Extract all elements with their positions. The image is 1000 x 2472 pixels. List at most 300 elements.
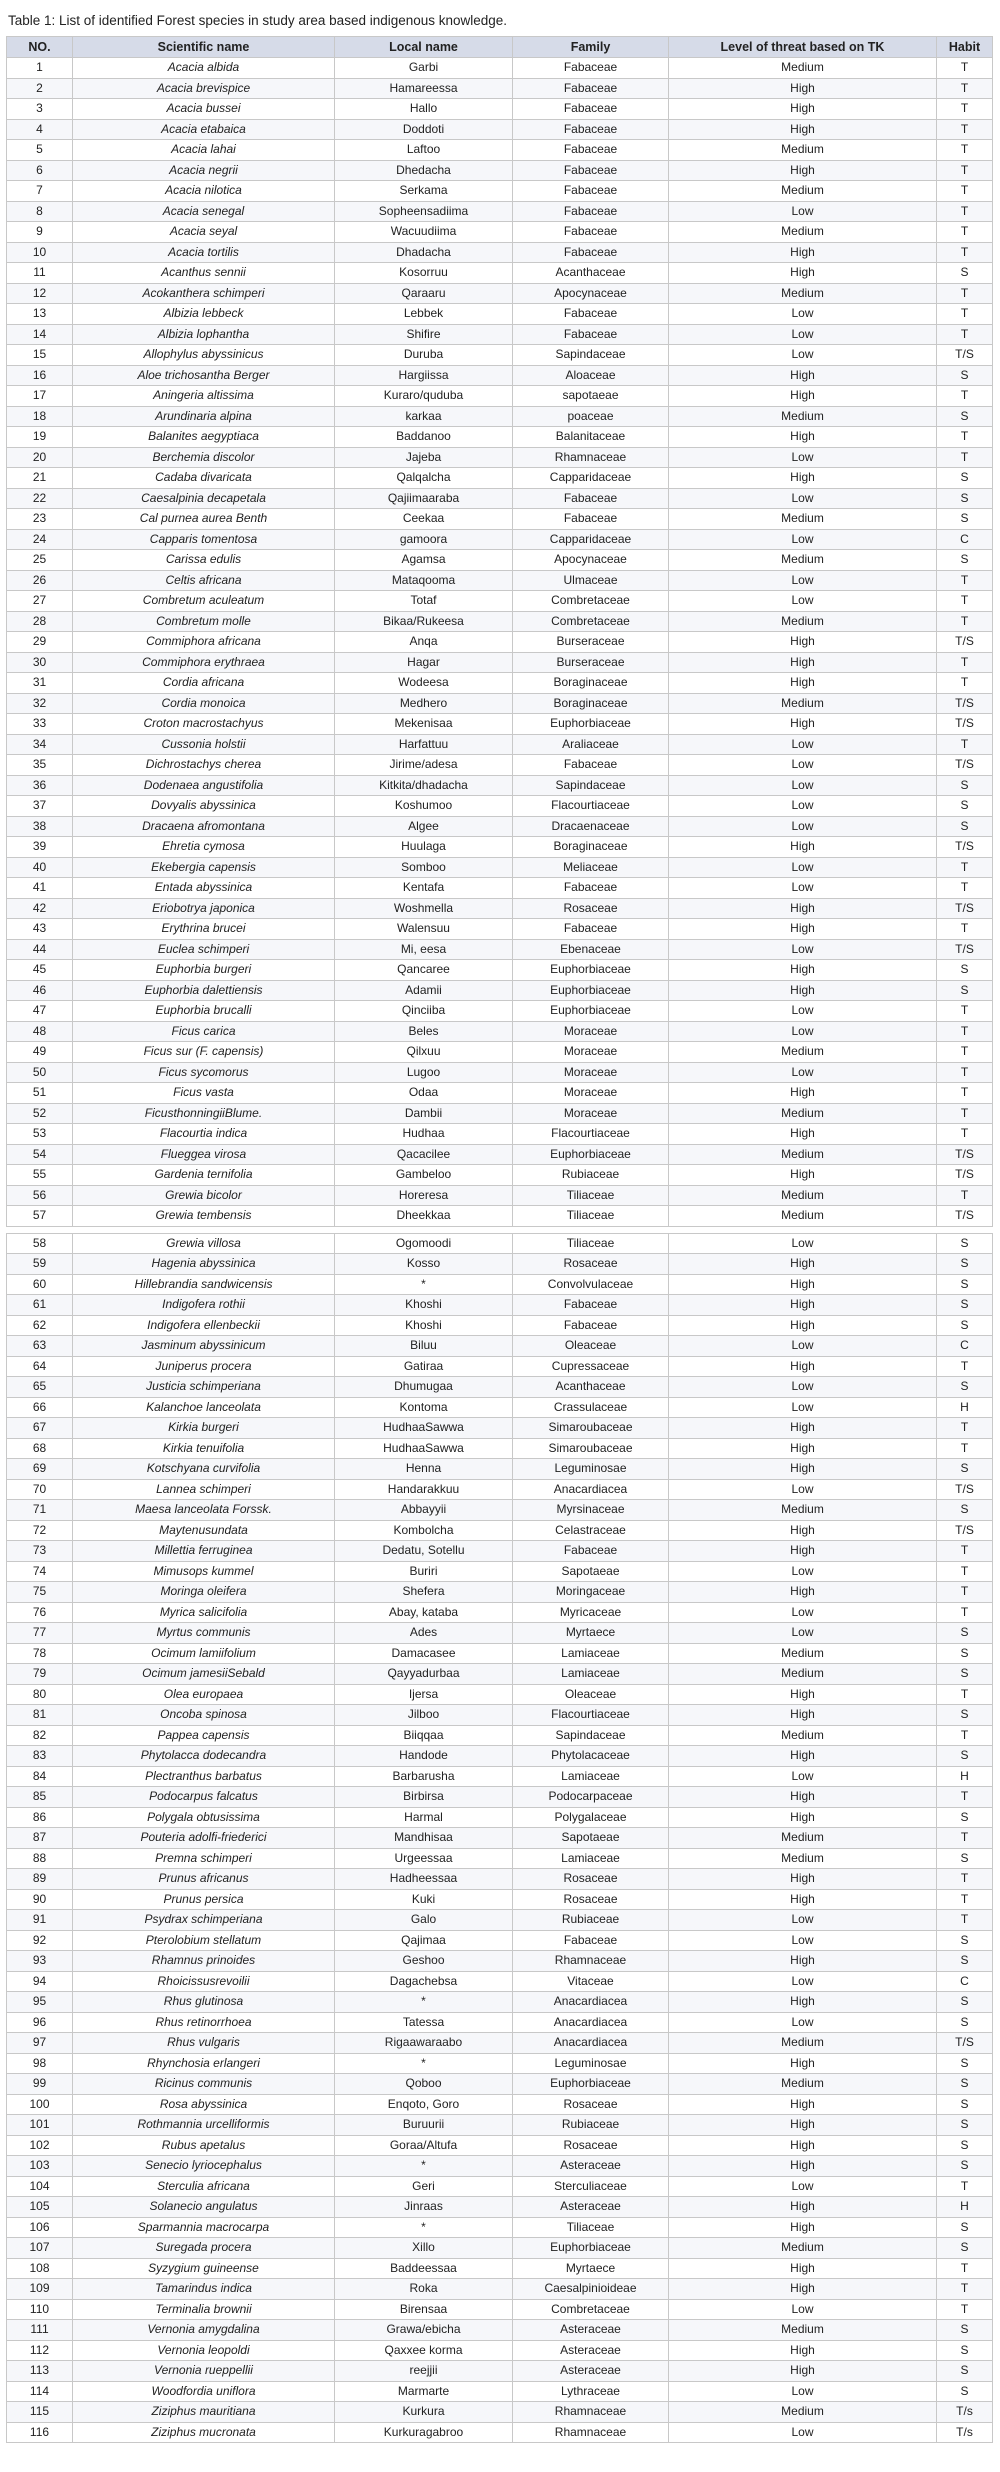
cell-habit: T <box>937 140 993 161</box>
cell-local-name: Qalqalcha <box>335 468 513 489</box>
cell-habit: T/s <box>937 2422 993 2443</box>
table-row <box>7 365 993 386</box>
cell-no: 25 <box>7 550 73 571</box>
table-row <box>7 550 993 571</box>
cell-local-name: Buruurii <box>335 2115 513 2136</box>
cell-scientific-name: Combretum molle <box>73 611 335 632</box>
cell-family: Moraceae <box>513 1103 669 1124</box>
cell-family: sapotaeae <box>513 386 669 407</box>
cell-no: 24 <box>7 529 73 550</box>
cell-no: 39 <box>7 837 73 858</box>
cell-local-name: Handode <box>335 1746 513 1767</box>
table-row <box>7 140 993 161</box>
cell-family: Burseraceae <box>513 652 669 673</box>
cell-no: 4 <box>7 119 73 140</box>
table-row <box>7 1684 993 1705</box>
table-row <box>7 1992 993 2013</box>
cell-habit: T <box>937 1828 993 1849</box>
cell-scientific-name: Jasminum abyssinicum <box>73 1336 335 1357</box>
cell-family: Meliaceae <box>513 857 669 878</box>
cell-local-name: Birensaa <box>335 2299 513 2320</box>
cell-habit: S <box>937 488 993 509</box>
cell-scientific-name: Acacia albida <box>73 58 335 79</box>
cell-no: 94 <box>7 1971 73 1992</box>
cell-local-name: Roka <box>335 2279 513 2300</box>
cell-local-name: Kitkita/dhadacha <box>335 775 513 796</box>
cell-no: 105 <box>7 2197 73 2218</box>
cell-family: Ebenaceae <box>513 939 669 960</box>
cell-family: Rhamnaceae <box>513 447 669 468</box>
cell-habit: S <box>937 2156 993 2177</box>
cell-no: 41 <box>7 878 73 899</box>
cell-threat-level: High <box>669 1315 937 1336</box>
cell-family: Rosaceae <box>513 2094 669 2115</box>
cell-habit: S <box>937 1664 993 1685</box>
cell-local-name: Hargiissa <box>335 365 513 386</box>
cell-threat-level: High <box>669 1520 937 1541</box>
cell-habit: S <box>937 1705 993 1726</box>
cell-scientific-name: Rhus vulgaris <box>73 2033 335 2054</box>
cell-scientific-name: Rothmannia urcelliformis <box>73 2115 335 2136</box>
cell-habit: T <box>937 58 993 79</box>
cell-local-name: Ades <box>335 1623 513 1644</box>
cell-scientific-name: Dracaena afromontana <box>73 816 335 837</box>
cell-family: Euphorbiaceae <box>513 714 669 735</box>
cell-habit: T <box>937 160 993 181</box>
cell-local-name: * <box>335 2053 513 2074</box>
cell-local-name: karkaa <box>335 406 513 427</box>
cell-threat-level: High <box>669 242 937 263</box>
cell-scientific-name: Phytolacca dodecandra <box>73 1746 335 1767</box>
cell-habit: T <box>937 1001 993 1022</box>
cell-threat-level: High <box>669 1418 937 1439</box>
cell-scientific-name: Rhamnus prinoides <box>73 1951 335 1972</box>
cell-no: 89 <box>7 1869 73 1890</box>
cell-family: Capparidaceae <box>513 468 669 489</box>
cell-no: 32 <box>7 693 73 714</box>
cell-threat-level: Low <box>669 1001 937 1022</box>
cell-no: 31 <box>7 673 73 694</box>
cell-threat-level: Medium <box>669 1144 937 1165</box>
cell-scientific-name: Prunus persica <box>73 1889 335 1910</box>
cell-threat-level: Low <box>669 1021 937 1042</box>
cell-local-name: Lugoo <box>335 1062 513 1083</box>
cell-no: 116 <box>7 2422 73 2443</box>
header-threat-level: Level of threat based on TK <box>669 37 937 58</box>
cell-local-name: * <box>335 2217 513 2238</box>
cell-scientific-name: Vernonia amygdalina <box>73 2320 335 2341</box>
cell-habit: T <box>937 1910 993 1931</box>
table-row <box>7 2340 993 2361</box>
cell-family: Fabaceae <box>513 1315 669 1336</box>
cell-threat-level: High <box>669 119 937 140</box>
table-row <box>7 1541 993 1562</box>
cell-family: Lamiaceae <box>513 1848 669 1869</box>
cell-local-name: Kurkuragabroo <box>335 2422 513 2443</box>
table-row <box>7 2279 993 2300</box>
cell-habit: H <box>937 2197 993 2218</box>
table-row <box>7 1807 993 1828</box>
cell-local-name: Tatessa <box>335 2012 513 2033</box>
cell-scientific-name: Dichrostachys cherea <box>73 755 335 776</box>
cell-family: Rubiaceae <box>513 2115 669 2136</box>
cell-scientific-name: Rubus apetalus <box>73 2135 335 2156</box>
cell-habit: T/S <box>937 345 993 366</box>
cell-scientific-name: Dodenaea angustifolia <box>73 775 335 796</box>
cell-habit: T/S <box>937 755 993 776</box>
table-row <box>7 591 993 612</box>
cell-local-name: Dambii <box>335 1103 513 1124</box>
cell-no: 63 <box>7 1336 73 1357</box>
cell-local-name: Odaa <box>335 1083 513 1104</box>
cell-family: Myrtaece <box>513 2258 669 2279</box>
cell-habit: S <box>937 365 993 386</box>
cell-no: 67 <box>7 1418 73 1439</box>
cell-family: Rosaceae <box>513 898 669 919</box>
cell-no: 40 <box>7 857 73 878</box>
cell-habit: T <box>937 1684 993 1705</box>
header-habit: Habit <box>937 37 993 58</box>
cell-threat-level: High <box>669 2361 937 2382</box>
cell-threat-level: Medium <box>669 1042 937 1063</box>
cell-threat-level: Low <box>669 201 937 222</box>
cell-scientific-name: Euphorbia brucalli <box>73 1001 335 1022</box>
cell-threat-level: High <box>669 632 937 653</box>
cell-habit: S <box>937 2361 993 2382</box>
cell-no: 38 <box>7 816 73 837</box>
cell-no: 44 <box>7 939 73 960</box>
cell-threat-level: Medium <box>669 2238 937 2259</box>
cell-no: 98 <box>7 2053 73 2074</box>
cell-local-name: Ceekaa <box>335 509 513 530</box>
cell-no: 33 <box>7 714 73 735</box>
cell-local-name: Walensuu <box>335 919 513 940</box>
cell-scientific-name: Pterolobium stellatum <box>73 1930 335 1951</box>
cell-scientific-name: Kotschyana curvifolia <box>73 1459 335 1480</box>
table-row <box>7 1254 993 1275</box>
cell-scientific-name: Myrica salicifolia <box>73 1602 335 1623</box>
cell-habit: S <box>937 960 993 981</box>
cell-habit: T/S <box>937 1479 993 1500</box>
cell-local-name: Grawa/ebicha <box>335 2320 513 2341</box>
cell-scientific-name: Eriobotrya japonica <box>73 898 335 919</box>
cell-threat-level: Low <box>669 529 937 550</box>
cell-habit: T/S <box>937 1520 993 1541</box>
cell-habit: T <box>937 283 993 304</box>
cell-family: Aloaceae <box>513 365 669 386</box>
cell-no: 51 <box>7 1083 73 1104</box>
cell-scientific-name: Acacia lahai <box>73 140 335 161</box>
cell-local-name: Laftoo <box>335 140 513 161</box>
table-row <box>7 2094 993 2115</box>
cell-no: 48 <box>7 1021 73 1042</box>
header-scientific-name: Scientific name <box>73 37 335 58</box>
cell-scientific-name: Ricinus communis <box>73 2074 335 2095</box>
cell-local-name: Dhumugaa <box>335 1377 513 1398</box>
cell-local-name: Kentafa <box>335 878 513 899</box>
cell-no: 84 <box>7 1766 73 1787</box>
cell-local-name: Biluu <box>335 1336 513 1357</box>
cell-no: 77 <box>7 1623 73 1644</box>
cell-no: 42 <box>7 898 73 919</box>
cell-scientific-name: FicusthonningiiBlume. <box>73 1103 335 1124</box>
cell-local-name: Mandhisaa <box>335 1828 513 1849</box>
cell-threat-level: High <box>669 365 937 386</box>
table-row <box>7 1910 993 1931</box>
cell-no: 26 <box>7 570 73 591</box>
cell-family: Fabaceae <box>513 1295 669 1316</box>
cell-threat-level: Medium <box>669 58 937 79</box>
cell-habit: T/S <box>937 1144 993 1165</box>
table-row <box>7 222 993 243</box>
cell-habit: S <box>937 2115 993 2136</box>
cell-threat-level: High <box>669 1356 937 1377</box>
cell-scientific-name: Arundinaria alpina <box>73 406 335 427</box>
cell-family: Boraginaceae <box>513 693 669 714</box>
table-row <box>7 960 993 981</box>
cell-no: 8 <box>7 201 73 222</box>
cell-local-name: * <box>335 1992 513 2013</box>
cell-threat-level: High <box>669 1889 937 1910</box>
cell-habit: T <box>937 1103 993 1124</box>
cell-local-name: Henna <box>335 1459 513 1480</box>
table-row <box>7 1951 993 1972</box>
cell-habit: S <box>937 1951 993 1972</box>
cell-threat-level: Low <box>669 345 937 366</box>
cell-habit: T <box>937 611 993 632</box>
cell-threat-level: High <box>669 1746 937 1767</box>
cell-family: Rhamnaceae <box>513 2402 669 2423</box>
cell-no: 93 <box>7 1951 73 1972</box>
cell-no: 106 <box>7 2217 73 2238</box>
cell-family: Combretaceae <box>513 2299 669 2320</box>
cell-habit: T <box>937 1725 993 1746</box>
cell-habit: T/S <box>937 1165 993 1186</box>
cell-scientific-name: Tamarindus indica <box>73 2279 335 2300</box>
cell-local-name: Shifire <box>335 324 513 345</box>
cell-local-name: Huulaga <box>335 837 513 858</box>
cell-local-name: Koshumoo <box>335 796 513 817</box>
table-break-cell <box>7 1226 73 1233</box>
cell-scientific-name: Kalanchoe lanceolata <box>73 1397 335 1418</box>
cell-no: 115 <box>7 2402 73 2423</box>
cell-threat-level: High <box>669 2156 937 2177</box>
table-row <box>7 119 993 140</box>
cell-threat-level: Low <box>669 1910 937 1931</box>
cell-scientific-name: Dovyalis abyssinica <box>73 796 335 817</box>
cell-scientific-name: Acacia etabaica <box>73 119 335 140</box>
cell-threat-level: Medium <box>669 509 937 530</box>
cell-family: Rosaceae <box>513 1254 669 1275</box>
cell-family: Euphorbiaceae <box>513 960 669 981</box>
table-row <box>7 1336 993 1357</box>
cell-local-name: HudhaaSawwa <box>335 1418 513 1439</box>
cell-scientific-name: Suregada procera <box>73 2238 335 2259</box>
cell-local-name: Anqa <box>335 632 513 653</box>
cell-local-name: Dhadacha <box>335 242 513 263</box>
cell-scientific-name: Millettia ferruginea <box>73 1541 335 1562</box>
table-row <box>7 1233 993 1254</box>
cell-family: Lamiaceae <box>513 1664 669 1685</box>
cell-threat-level: High <box>669 919 937 940</box>
cell-scientific-name: Rosa abyssinica <box>73 2094 335 2115</box>
cell-scientific-name: Ocimum jamesiiSebald <box>73 1664 335 1685</box>
cell-no: 64 <box>7 1356 73 1377</box>
table-row <box>7 837 993 858</box>
cell-scientific-name: Lannea schimperi <box>73 1479 335 1500</box>
cell-habit: T <box>937 304 993 325</box>
cell-local-name: Baddanoo <box>335 427 513 448</box>
cell-local-name: Hallo <box>335 99 513 120</box>
table-row <box>7 1315 993 1336</box>
cell-local-name: Kuki <box>335 1889 513 1910</box>
cell-scientific-name: Cordia monoica <box>73 693 335 714</box>
cell-local-name: Kurkura <box>335 2402 513 2423</box>
cell-local-name: Mi, eesa <box>335 939 513 960</box>
table-row <box>7 263 993 284</box>
table-row <box>7 1623 993 1644</box>
table-row <box>7 1397 993 1418</box>
cell-local-name: * <box>335 1274 513 1295</box>
table-row <box>7 2320 993 2341</box>
cell-family: Simaroubaceae <box>513 1418 669 1439</box>
cell-habit: S <box>937 1459 993 1480</box>
cell-scientific-name: Acokanthera schimperi <box>73 283 335 304</box>
cell-threat-level: Medium <box>669 1664 937 1685</box>
cell-local-name: Qaraaru <box>335 283 513 304</box>
table-row <box>7 2258 993 2279</box>
cell-threat-level: High <box>669 652 937 673</box>
cell-no: 78 <box>7 1643 73 1664</box>
cell-threat-level: High <box>669 1459 937 1480</box>
cell-threat-level: Medium <box>669 1848 937 1869</box>
table-row <box>7 570 993 591</box>
table-row <box>7 2135 993 2156</box>
cell-scientific-name: Acanthus sennii <box>73 263 335 284</box>
cell-threat-level: High <box>669 1274 937 1295</box>
cell-habit: T <box>937 222 993 243</box>
table-row <box>7 1124 993 1145</box>
cell-threat-level: Medium <box>669 406 937 427</box>
cell-no: 21 <box>7 468 73 489</box>
cell-scientific-name: Ehretia cymosa <box>73 837 335 858</box>
cell-threat-level: Medium <box>669 1206 937 1227</box>
cell-local-name: Qancaree <box>335 960 513 981</box>
cell-family: Euphorbiaceae <box>513 980 669 1001</box>
table-row <box>7 632 993 653</box>
cell-habit: T <box>937 1438 993 1459</box>
cell-local-name: Jajeba <box>335 447 513 468</box>
cell-scientific-name: Commiphora africana <box>73 632 335 653</box>
cell-no: 47 <box>7 1001 73 1022</box>
cell-family: Myrsinaceae <box>513 1500 669 1521</box>
cell-habit: T <box>937 99 993 120</box>
cell-threat-level: High <box>669 1083 937 1104</box>
cell-local-name: Hudhaa <box>335 1124 513 1145</box>
cell-threat-level: Low <box>669 1233 937 1254</box>
cell-local-name: Xillo <box>335 2238 513 2259</box>
cell-habit: S <box>937 1377 993 1398</box>
table-row <box>7 181 993 202</box>
cell-family: Tiliaceae <box>513 1206 669 1227</box>
cell-family: Euphorbiaceae <box>513 2238 669 2259</box>
cell-threat-level: Medium <box>669 222 937 243</box>
cell-habit: T <box>937 1541 993 1562</box>
cell-family: Araliaceae <box>513 734 669 755</box>
table-row <box>7 2361 993 2382</box>
cell-local-name: Bikaa/Rukeesa <box>335 611 513 632</box>
cell-no: 61 <box>7 1295 73 1316</box>
cell-no: 29 <box>7 632 73 653</box>
cell-no: 111 <box>7 2320 73 2341</box>
table-row <box>7 1479 993 1500</box>
cell-local-name: Lebbek <box>335 304 513 325</box>
cell-local-name: Beles <box>335 1021 513 1042</box>
table-row <box>7 509 993 530</box>
cell-threat-level: High <box>669 2340 937 2361</box>
cell-local-name: Buriri <box>335 1561 513 1582</box>
cell-local-name: Garbi <box>335 58 513 79</box>
table-row <box>7 2074 993 2095</box>
cell-family: Asteraceae <box>513 2320 669 2341</box>
table-row <box>7 1889 993 1910</box>
cell-no: 85 <box>7 1787 73 1808</box>
cell-no: 52 <box>7 1103 73 1124</box>
cell-habit: S <box>937 2094 993 2115</box>
cell-threat-level: Medium <box>669 1643 937 1664</box>
cell-habit: S <box>937 2381 993 2402</box>
cell-no: 9 <box>7 222 73 243</box>
cell-no: 1 <box>7 58 73 79</box>
cell-habit: S <box>937 1233 993 1254</box>
cell-family: Podocarpaceae <box>513 1787 669 1808</box>
table-row <box>7 1787 993 1808</box>
cell-no: 79 <box>7 1664 73 1685</box>
cell-scientific-name: Euclea schimperi <box>73 939 335 960</box>
table-row <box>7 468 993 489</box>
cell-family: Polygalaceae <box>513 1807 669 1828</box>
cell-no: 43 <box>7 919 73 940</box>
cell-no: 13 <box>7 304 73 325</box>
cell-scientific-name: Indigofera rothii <box>73 1295 335 1316</box>
cell-threat-level: High <box>669 1438 937 1459</box>
cell-family: Fabaceae <box>513 160 669 181</box>
cell-threat-level: High <box>669 980 937 1001</box>
cell-habit: T <box>937 591 993 612</box>
cell-no: 7 <box>7 181 73 202</box>
cell-family: Rhamnaceae <box>513 1951 669 1972</box>
cell-local-name: Kombolcha <box>335 1520 513 1541</box>
table-row <box>7 160 993 181</box>
cell-local-name: Agamsa <box>335 550 513 571</box>
cell-scientific-name: Ficus vasta <box>73 1083 335 1104</box>
table-row <box>7 2197 993 2218</box>
cell-habit: T <box>937 1021 993 1042</box>
cell-family: Myricaceae <box>513 1602 669 1623</box>
cell-habit: S <box>937 550 993 571</box>
cell-family: Anacardiacea <box>513 2012 669 2033</box>
cell-scientific-name: Ficus sycomorus <box>73 1062 335 1083</box>
cell-family: Fabaceae <box>513 509 669 530</box>
cell-no: 81 <box>7 1705 73 1726</box>
cell-scientific-name: Sparmannia macrocarpa <box>73 2217 335 2238</box>
cell-family: Tiliaceae <box>513 2217 669 2238</box>
cell-family: Rosaceae <box>513 1889 669 1910</box>
cell-local-name: Totaf <box>335 591 513 612</box>
cell-threat-level: Low <box>669 304 937 325</box>
cell-threat-level: Low <box>669 1377 937 1398</box>
cell-local-name: Shefera <box>335 1582 513 1603</box>
